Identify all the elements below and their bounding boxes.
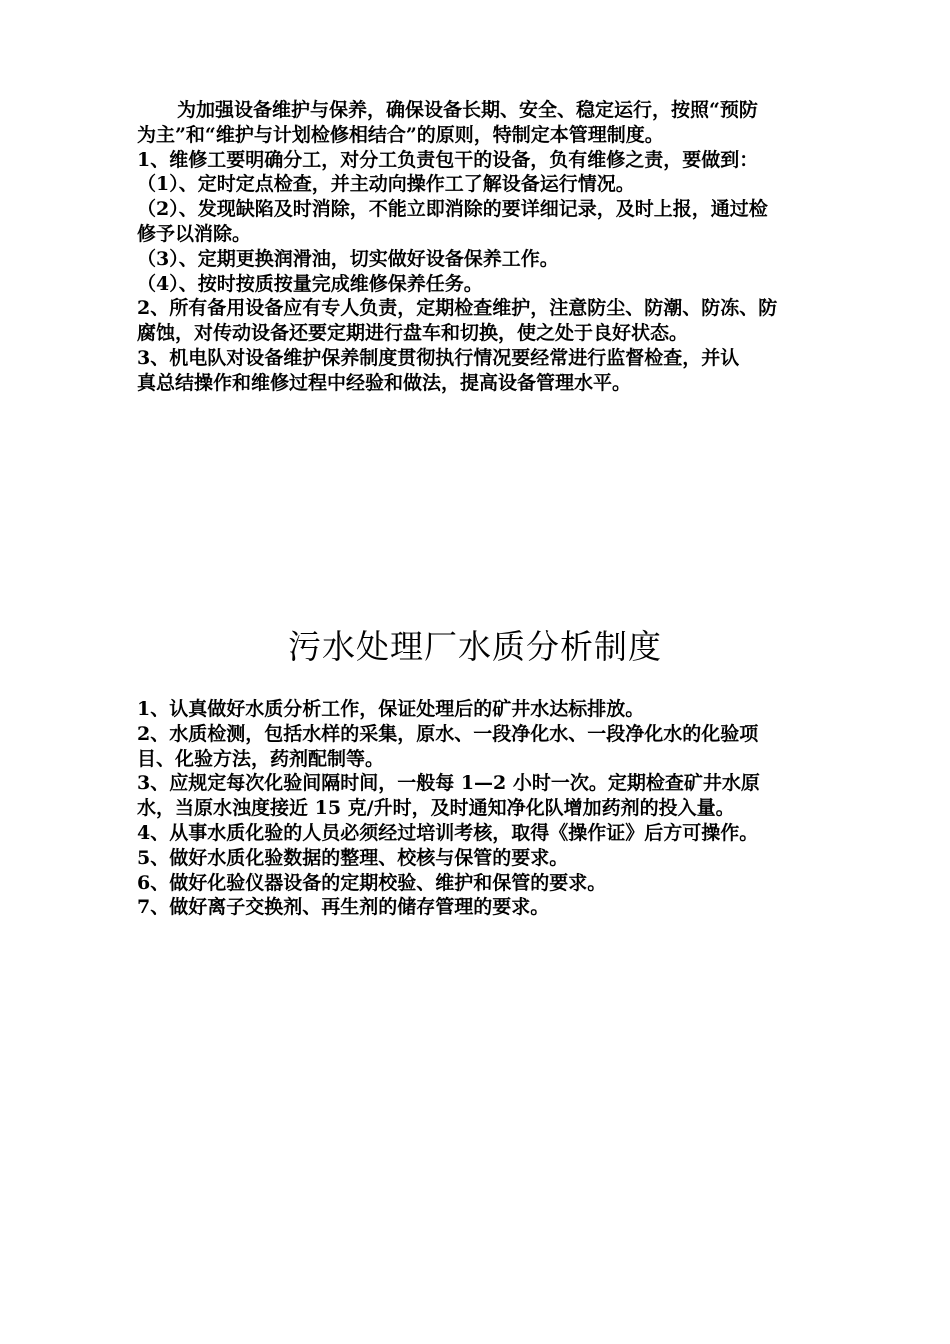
section-title: 污水处理厂水质分析制度 [288, 627, 662, 666]
paragraph-line: 为加强设备维护与保养，确保设备长期、安全、稳定运行，按照“预防 [177, 99, 758, 121]
paragraph-line: 目、化验方法，药剂配制等。 [137, 747, 385, 770]
paragraph-line: 修予以消除。 [137, 222, 252, 245]
paragraph-line: 7、做好离子交换剂、再生剂的储存管理的要求。 [137, 896, 550, 919]
paragraph-line: 2、所有备用设备应有专人负责，定期检查维护，注意防尘、防潮、防冻、防 [137, 297, 778, 320]
paragraph-line: （3）、定期更换润滑油，切实做好设备保养工作。 [137, 247, 559, 270]
paragraph-line: （2）、发现缺陷及时消除，不能立即消除的要详细记录，及时上报，通过检 [137, 198, 768, 221]
paragraph-line: 3、应规定每次化验间隔时间，一般每 1—2 小时一次。定期检查矿井水原 [137, 772, 760, 795]
paragraph-line: 4、从事水质化验的人员必须经过培训考核，取得《操作证》后方可操作。 [137, 821, 759, 844]
paragraph-line: 6、做好化验仪器设备的定期校验、维护和保管的要求。 [137, 871, 607, 894]
paragraph-line: 1、认真做好水质分析工作，保证处理后的矿井水达标排放。 [137, 698, 645, 720]
paragraph-line: 5、做好水质化验数据的整理、校核与保管的要求。 [137, 846, 569, 869]
paragraph-line: 真总结操作和维修过程中经验和做法，提高设备管理水平。 [137, 371, 632, 394]
paragraph-line: （4）、按时按质按量完成维修保养任务。 [137, 272, 483, 295]
paragraph-line: 3、机电队对设备维护保养制度贯彻执行情况要经常进行监督检查，并认 [137, 346, 740, 369]
paragraph-line: 水，当原水浊度接近 15 克/升时，及时通知净化队增加药剂的投入量。 [137, 797, 735, 820]
water-quality-analysis-section [137, 697, 842, 920]
paragraph-line: 为主”和“维护与计划检修相结合”的原则，特制定本管理制度。 [137, 123, 664, 146]
equipment-maintenance-section [137, 98, 842, 396]
paragraph-line: 1、维修工要明确分工，对分工负责包干的设备，负有维修之责，要做到： [137, 148, 759, 171]
paragraph-line: 腐蚀，对传动设备还要定期进行盘车和切换，使之处于良好状态。 [137, 322, 689, 345]
paragraph-line: 2、水质检测，包括水样的采集，原水、一段净化水、一段净化水的化验项 [137, 722, 759, 745]
paragraph-line: （1）、定时定点检查，并主动向操作工了解设备运行情况。 [137, 173, 635, 196]
